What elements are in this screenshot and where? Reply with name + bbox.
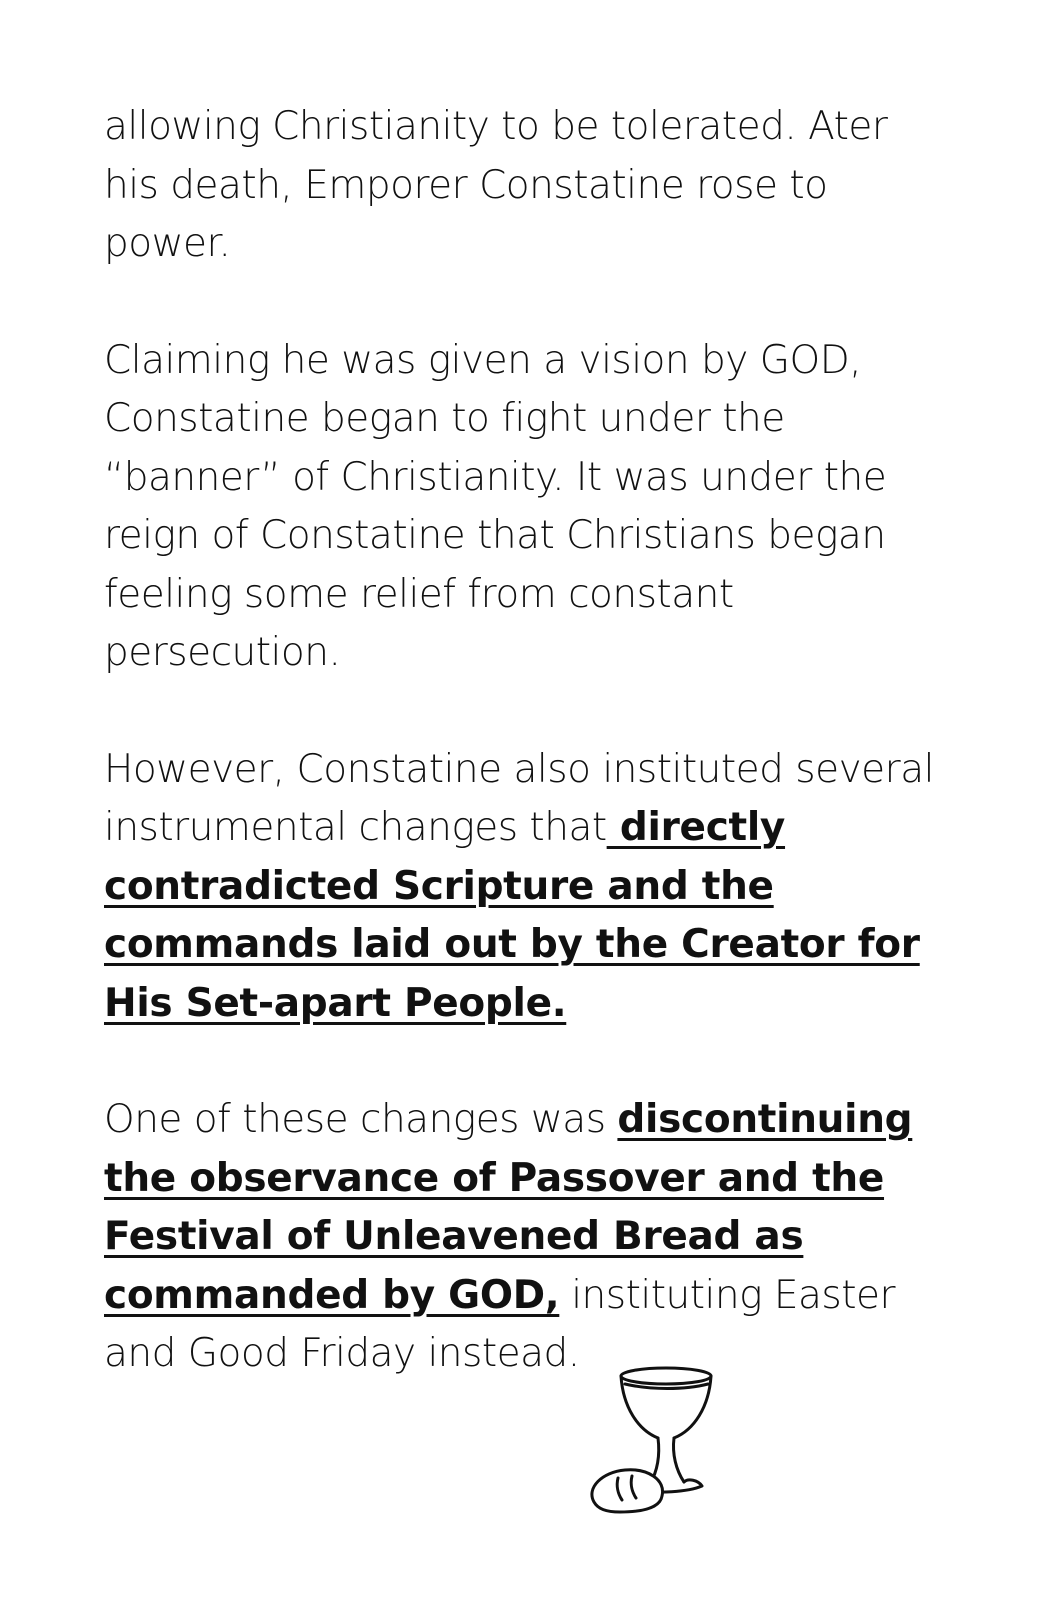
plain-text: One of these changes was (104, 1097, 618, 1142)
text-line (104, 1267, 934, 1326)
text-line (104, 799, 934, 858)
document-page (104, 98, 934, 1442)
text-line: “banner” of Christianity. It was under the (104, 454, 887, 500)
text-line: his death, Emporer Constatine rose to (104, 162, 828, 208)
paragraph-instituted-changes (104, 741, 934, 1034)
emphasis-text: Festival of Unleavened Bread as (104, 1214, 804, 1259)
paragraph-vision (104, 332, 934, 683)
text-line: reign of Constatine that Christians began (104, 513, 886, 558)
plain-text: instrumental changes that (104, 805, 607, 850)
text-line: Constatine began to fight under the (104, 396, 785, 441)
emphasis-text: discontinuing (617, 1097, 913, 1142)
paragraph-passover (104, 1091, 934, 1384)
emphasis-text: the observance of Passover and the (104, 1155, 885, 1201)
emphasis-text: commanded by GOD, (104, 1272, 560, 1318)
text-line: Claiming he was given a vision by GOD, (104, 337, 862, 383)
text-line: and Good Friday instead. (104, 1331, 580, 1376)
chalice-and-bread-icon (580, 1362, 740, 1527)
emphasis-text: His Set-apart People. (104, 980, 567, 1026)
emphasis-text: contradicted Scripture and the (104, 863, 774, 909)
text-line: However, Constatine also instituted several (104, 746, 934, 792)
text-line: persecution. (104, 630, 341, 675)
text-line: power. (104, 221, 231, 266)
text-line: feeling some relief from constant (104, 571, 734, 617)
emphasis-text: directly (606, 805, 786, 850)
emphasis-text: commands laid out by the Creator for (104, 922, 920, 967)
plain-text: instituting Easter (559, 1272, 896, 1318)
text-line: allowing Christianity to be tolerated. Ater (104, 104, 888, 149)
text-line (104, 1091, 934, 1150)
paragraph-constantine-rise (104, 98, 934, 274)
text-line (104, 975, 934, 1034)
